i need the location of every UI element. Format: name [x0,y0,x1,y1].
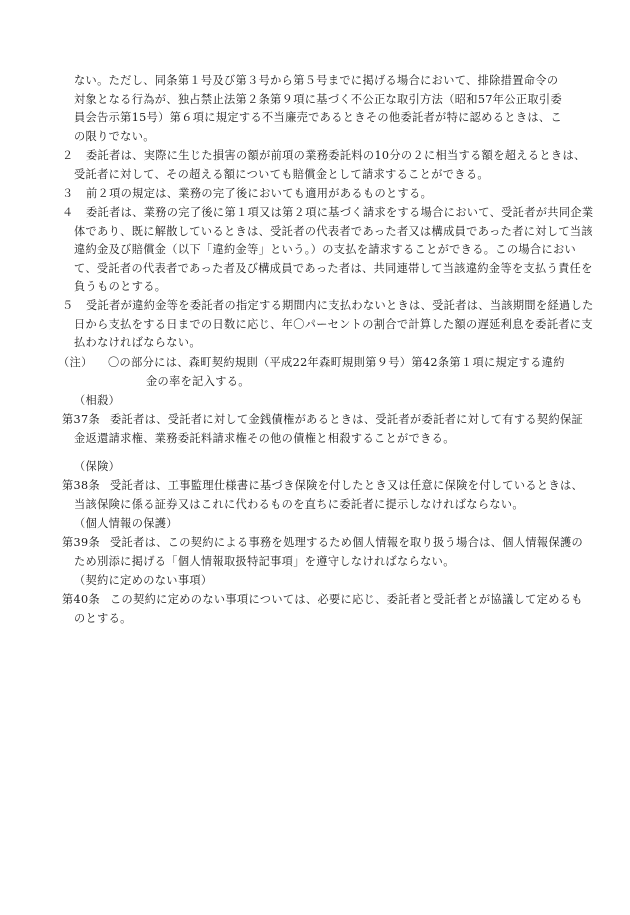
article36-note [58,354,582,391]
note-label: （注） [58,356,93,369]
text-line: ない。ただし、同条第１号及び第３号から第５号までに掲げる場合において、排除措置命令の [74,74,559,87]
paragraph-text: 委託者は、業務の完了後に第１項又は第２項に基づく請求をする場合において、受託者が共同企業体であり、既に解散しているときは、受託者の代表者であった者又は構成員であった者に対して当該違約金及び賠償金（以下「違約金等」という。）の支払を請求することができる。この場合において、受託者の代表者であった者及び構成員であった者は、共同連帯して当該違約金等を支払う責任を負うものとする。 [74,206,594,294]
paragraph-number: ５ [62,299,74,312]
paragraph-text: 前２項の規定は、業務の完了後においても適用があるものとする。 [86,187,433,200]
article38 [62,477,594,514]
article-number: 第40条 [62,593,101,606]
article-number: 第39条 [62,536,101,549]
text-line: 対象となる行為が、独占禁止法第２条第９項に基づく不公正な取引方法（昭和57年公正取引委 [74,92,562,106]
text-line: 員会告示第15号）第６項に規定する不当廉売であるときその他委託者が特に認めるときは、こ [74,111,562,125]
paragraph-text: 受託者が違約金等を委託者の指定する期間内に支払わないときは、受託者は、当該期間を経過した日から支払をする日までの日数に応じ、年〇パーセントの割合で計算した額の遅延利息を委託者に支払わなければならない。 [74,299,594,350]
paragraph-number: ３ [62,187,74,200]
article-text: 委託者は、受託者に対して金銭債権があるときは、受託者が委託者に対して有する契約保証金返還請求権、業務委託料請求権その他の債権と相殺することができる。 [74,413,584,445]
article36-para1-continuation [74,72,582,146]
article36-para3 [62,185,594,204]
article39 [62,534,594,571]
article-text: 受託者は、この契約による事務を処理するため個人情報を取り扱う場合は、個人情報保護のため別添に掲げる「個人情報取扱特記事項」を遵守しなければならない。 [74,536,584,568]
article-text: 受託者は、工事監理仕様書に基づき保険を付したとき又は任意に保険を付しているときは、当該保険に係る証券又はこれに代わるものを直ちに委託者に提示しなければならない。 [74,479,584,511]
note-text-line2: 金の率を記入する。 [146,374,250,388]
article39-heading: （個人情報の保護） [74,517,178,530]
article40-heading: （契約に定めのない事項） [74,574,213,587]
article-number: 第38条 [62,479,101,492]
paragraph-number: ４ [62,206,74,219]
article38-heading: （保険） [74,460,121,473]
article37 [62,411,594,448]
paragraph-number: ２ [62,149,74,162]
text-line: の限りでない。 [74,129,155,143]
paragraph-text: 委託者は、実際に生じた損害の額が前項の業務委託料の10分の２に相当する額を超えるときは、受託者に対して、その超える額についても賠償金として請求することができる。 [74,149,586,181]
note-text-line1: 〇の部分には、森町契約規則（平成22年森町規則第９号）第42条第１項に規定する違約 [108,356,565,369]
article36-para5 [62,297,594,353]
article36-para4 [62,204,594,297]
article37-heading: （相殺） [74,394,121,407]
article40 [62,591,594,628]
article-number: 第37条 [62,413,101,426]
article-text: この契約に定めのない事項については、必要に応じ、委託者と受託者とが協議して定めるものとする。 [74,593,583,625]
article36-para2 [62,147,594,184]
